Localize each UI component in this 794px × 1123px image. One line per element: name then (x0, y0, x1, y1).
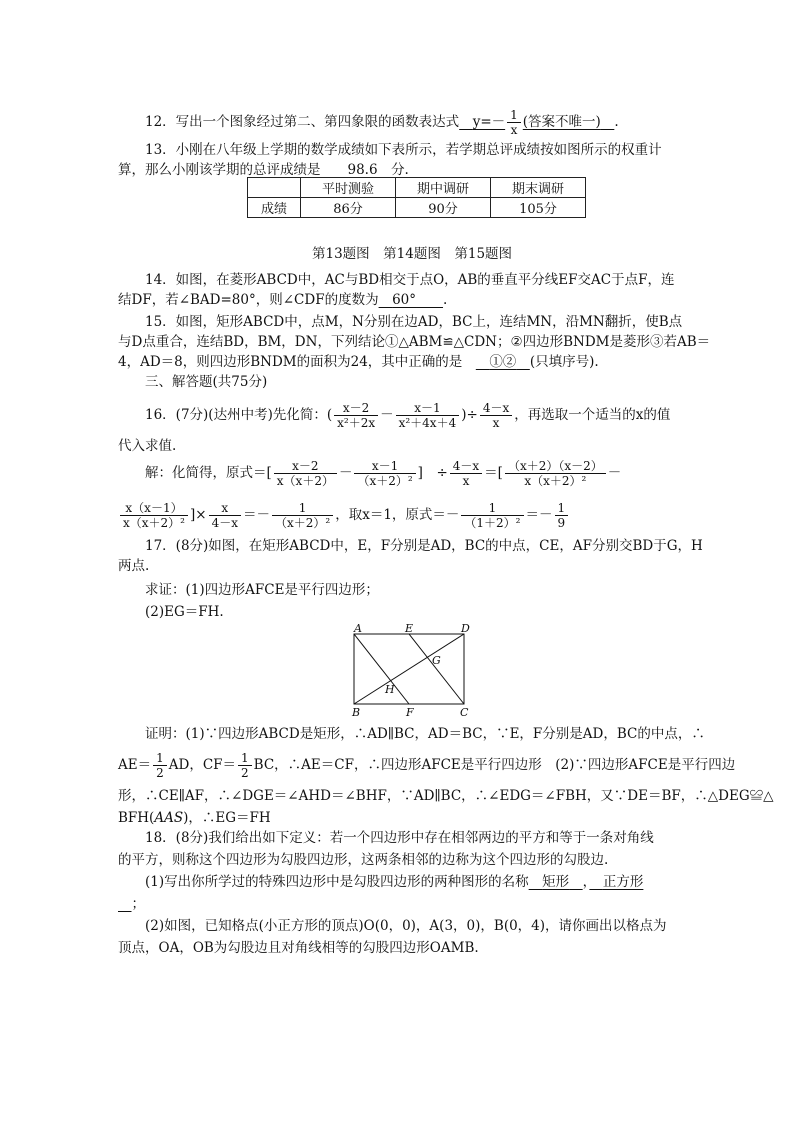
q13-answer: 98.6 (347, 162, 378, 178)
table-cell: 105分 (491, 198, 586, 218)
q17-proof-line4: BFH(AAS)，∴EG＝FH (118, 810, 271, 826)
q18-answer-1: 矩形 (542, 874, 570, 890)
q17-line2: 两点. (118, 558, 150, 574)
label-d: D (461, 622, 470, 635)
q16-solution-line2: $\frac{x(x-1)}{\text{x（x＋2）²}}$ ]× $\frac{x}{4-x}$ ＝－ $\frac{1}{\text{（x＋2）²}}$ ，取x＝1，原式＝－ $\frac{1}{\text{（1＋2）²}}$ ＝－ $\frac{1}{9}$ (118, 500, 570, 530)
section-3-heading: 三、解答题(共75分) (145, 374, 268, 390)
table-cell: 90分 (396, 198, 491, 218)
q12-text: 12．写出一个图象经过第二、第四象限的函数表达式 (145, 114, 460, 130)
segment-af (354, 634, 409, 704)
label-b: B (352, 706, 361, 719)
q15-line1: 15．如图，矩形ABCD中，点M，N分别在边AD，BC上，连结MN，沿MN翻折，使B点 (145, 314, 683, 330)
q17-prove-2: (2)EG＝FH. (145, 604, 224, 620)
q18-line4: ； (131, 896, 145, 912)
q17-proof-line3: 形，∴CE∥AF，∴∠DGE＝∠AHD＝∠BHF，∵AD∥BC，∴∠EDG＝∠FBH，又∵DE＝BF，∴△DEG≌△ (118, 788, 774, 804)
figure-captions: 第13题图 第14题图 第15题图 (312, 246, 513, 262)
table-row-label: 成绩 (248, 198, 301, 218)
q13-line1: 13．小刚在八年级上学期的数学成绩如下表所示，若学期总评成绩按如图所示的权重计 (145, 142, 662, 158)
q15-answer: ①② (489, 354, 517, 370)
q16-line2: 代入求值. (118, 438, 177, 454)
q17-proof-line2: AE＝ $\frac{1}{2}$ AD，CF＝ $\frac{1}{2}$ BC，∴AE＝CF，∴四边形AFCE是平行四边形 (2)∵四边形AFCE是平行四边 (118, 751, 736, 780)
label-c: C (460, 706, 469, 719)
scores-table (247, 177, 586, 218)
q17-prove-1: 求证：(1)四边形AFCE是平行四边形； (145, 582, 379, 598)
question-12: 12．写出一个图象经过第二、第四象限的函数表达式 y=－ $\frac{1}{x}$ (答案不唯一) . (145, 108, 619, 137)
label-f: F (406, 706, 414, 719)
table-header: 期末调研 (491, 178, 586, 198)
q14-line1: 14．如图，在菱形ABCD中，AC与BD相交于点O，AB的垂直平分线EF交AC于点F，连 (145, 272, 675, 288)
q18-line1: 18．(8分)我们给出如下定义：若一个四边形中存在相邻两边的平方和等于一条对角线 (145, 830, 654, 846)
diagonal-bd (354, 634, 464, 704)
q17-proof-line1: 证明：(1)∵四边形ABCD是矩形，∴AD∥BC，AD＝BC，∵E，F分别是AD，BC的中点，∴ (145, 726, 705, 742)
label-e: E (405, 622, 414, 635)
q18-answer-2: 正方形 (602, 874, 644, 890)
label-h: H (385, 683, 395, 696)
label-g: G (432, 654, 441, 667)
rectangle-figure (340, 620, 480, 720)
table-header-row (248, 178, 586, 198)
q12-answer: y=－ $\frac{1}{x}$ (答案不唯一) (472, 108, 601, 137)
q15-line2: 与D点重合，连结BD，BM，DN，下列结论①△ABM≌△CDN；②四边形BNDM是菱形③若AB＝ (118, 334, 711, 350)
q16-solution-line1: 解：化简得，原式＝[ $\frac{x-2}{x(x+2)}$ － $\frac{x-1}{\text{（x＋2）²}}$ ] ÷ $\frac{4-x}{x}$ ＝[ $\frac{(x+2)(x-2)}{\text{x（x＋2）²}}$ － (145, 459, 622, 488)
table-header: 期中调研 (396, 178, 491, 198)
segment-ce (409, 634, 464, 704)
q18-line3: (1)写出你所学过的特殊四边形中是勾股四边形的两种图形的名称 矩形 ， 正方形 (145, 874, 644, 890)
label-a: A (354, 622, 362, 635)
q17-line1: 17．(8分)如图，在矩形ABCD中，E，F分别是AD，BC的中点，CE，AF分别交BD于G，H (145, 538, 703, 554)
q13-line2: 算，那么小刚该学期的总评成绩是 98.6 分. (118, 162, 409, 178)
table-header: 平时测验 (301, 178, 396, 198)
q14-line2: 结DF，若∠BAD=80°，则∠CDF的度数为 60° . (118, 292, 448, 308)
q18-line5: (2)如图，已知格点(小正方形的顶点)O(0，0)，A(3，0)，B(0，4)，请你画出以格点为 (145, 918, 667, 934)
q18-line6: 顶点，OA，OB为勾股边且对角线相等的勾股四边形OAMB. (118, 940, 479, 956)
table-row (248, 198, 586, 218)
table-cell: 86分 (301, 198, 396, 218)
q16-line1: 16．(7分)(达州中考)先化简：( $\frac{x-2}{\text{x²＋2x}}$ － $\frac{x-1}{\text{x²＋4x＋4}}$ )÷ $\frac{4-x}{x}$ ，再选取一个适当的x的值 (145, 401, 671, 430)
q18-line2: 的平方，则称这个四边形为勾股四边形，这两条相邻的边称为这个四边形的勾股边. (118, 852, 609, 868)
q14-answer: 60° (392, 292, 417, 308)
q15-line3: 4，AD＝8，则四边形BNDM的面积为24，其中正确的是 ①② (只填序号). (118, 354, 599, 370)
